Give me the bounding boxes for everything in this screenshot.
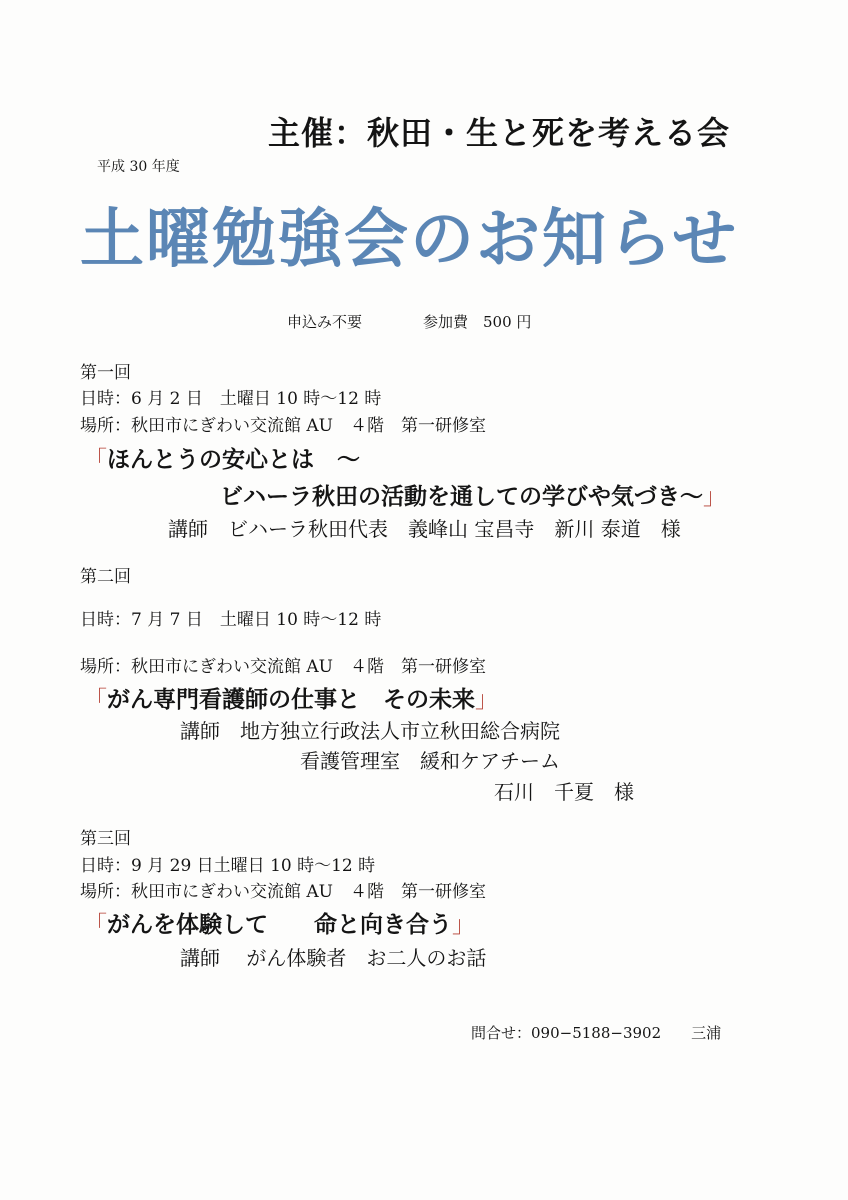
close-bracket: 」: [703, 484, 726, 510]
session-1-number: 第一回: [80, 363, 131, 383]
session-3-number: 第三回: [80, 829, 131, 849]
session-1-datetime: 日時：6 月 2 日 土曜日 10 時～12 時: [80, 389, 382, 409]
session-3-lecturer: 講師 がん体験者 お二人のお話: [180, 946, 487, 970]
topic-text: がんを体験して 命と向き合う: [107, 912, 452, 938]
open-bracket: 「: [84, 687, 107, 713]
fiscal-year-label: 平成 30 年度: [97, 159, 180, 175]
topic-text: ほんとうの安心とは ～: [107, 447, 360, 473]
close-bracket: 」: [452, 912, 475, 938]
no-application-note: 申込み不要: [287, 313, 363, 331]
session-1-topic-line1: [84, 441, 360, 474]
session-1-lecturer: 講師 ビハーラ秋田代表 義峰山 宝昌寺 新川 泰道 様: [168, 517, 681, 541]
open-bracket: 「: [84, 447, 107, 473]
session-2-lecturer-line3: 石川 千夏 様: [494, 780, 634, 804]
page-title: 土曜勉強会のお知らせ: [80, 203, 739, 277]
session-2-place: 場所：秋田市にぎわい交流館 AU ４階 第一研修室: [80, 657, 487, 677]
open-bracket: 「: [84, 912, 107, 938]
session-3-topic: [84, 906, 475, 939]
organizer-heading: 主催：秋田・生と死を考える会: [268, 114, 731, 152]
session-2-lecturer-line2: 看護管理室 緩和ケアチーム: [300, 749, 560, 773]
topic-text: がん専門看護師の仕事と その未来: [107, 687, 475, 713]
session-2-topic: [84, 681, 498, 714]
session-1-topic-line2: [220, 478, 726, 511]
session-2-lecturer-line1: 講師 地方独立行政法人市立秋田総合病院: [180, 719, 560, 743]
fee-note: 参加費 500 円: [423, 313, 532, 331]
close-bracket: 」: [475, 687, 498, 713]
session-2-datetime: 日時：7 月 7 日 土曜日 10 時～12 時: [80, 610, 382, 630]
topic-text: ビハーラ秋田の活動を通しての学びや気づき～: [220, 484, 703, 510]
session-3-place: 場所：秋田市にぎわい交流館 AU ４階 第一研修室: [80, 882, 487, 902]
session-1-place: 場所：秋田市にぎわい交流館 AU ４階 第一研修室: [80, 416, 487, 436]
session-3-datetime: 日時：9 月 29 日土曜日 10 時～12 時: [80, 856, 376, 876]
contact-info: 問合せ：090−5188−3902 三浦: [471, 1024, 722, 1042]
session-2-number: 第二回: [80, 567, 131, 587]
